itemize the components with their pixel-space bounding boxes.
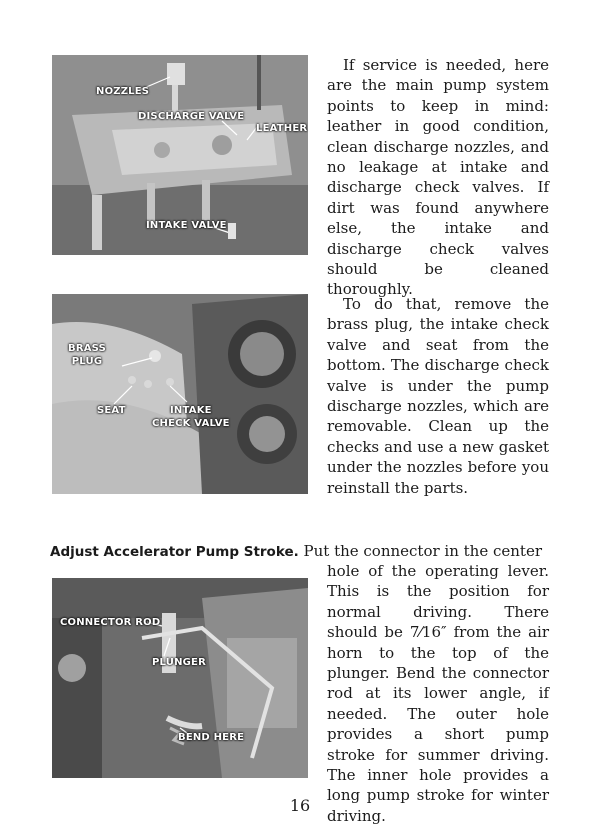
intake-check-valve-label (152, 404, 230, 430)
check-valve-illustration (52, 294, 308, 494)
section-lead-text: Put the connector in the center (303, 542, 542, 560)
paragraph-1: If service is needed, here are the main pump system points to keep in mind: leather in good condition, clean discharge nozzles, and no leakage at intake and discharge check valves. If dirt was found anywhere else, the intake and discharge check valves should be cleaned thoroughly. (327, 56, 549, 299)
connector-rod-label: CONNECTOR ROD (60, 617, 161, 628)
seat-label: SEAT (97, 405, 126, 416)
brass-plug-label-line-1: BRASS (68, 343, 107, 354)
paragraph-3: hole of the operating lever. This is the position for normal driving. There should be 7⁄16″ from the air horn to the top of the plunger. Bend the connector rod at its lower angle, if needed. The outer hole provides a short pump stroke for summer driving. The inner hole provides a long pump stroke for winter driving. (327, 562, 549, 825)
intake-check-valve-label-line-1: INTAKE (170, 405, 212, 416)
check-valve-photo (52, 294, 308, 494)
section-heading: Adjust Accelerator Pump Stroke. (50, 544, 299, 560)
bend-here-label: BEND HERE (178, 732, 245, 743)
discharge-valve-label: DISCHARGE VALVE (138, 111, 245, 122)
page-number: 16 (289, 796, 311, 815)
paragraph-2: To do that, remove the brass plug, the intake check valve and seat from the bottom. The discharge check valve is under the pump discharge nozzles, which are removable. Clean up the checks and use a new gasket under the nozzles before you reinstall the parts. (327, 295, 549, 497)
pump-stroke-illustration (52, 578, 308, 778)
intake-check-valve-label-line-2: CHECK VALVE (152, 418, 230, 429)
brass-plug-label-line-2: PLUG (71, 356, 103, 367)
intake-valve-label: INTAKE VALVE (146, 220, 227, 231)
brass-plug-label (68, 342, 106, 368)
pump-stroke-photo (52, 578, 308, 778)
nozzles-label: NOZZLES (96, 86, 150, 97)
leather-label: LEATHER (256, 123, 308, 134)
carburetor-pump-photo (52, 55, 308, 255)
section-heading-line (50, 541, 550, 562)
plunger-label: PLUNGER (152, 657, 206, 668)
